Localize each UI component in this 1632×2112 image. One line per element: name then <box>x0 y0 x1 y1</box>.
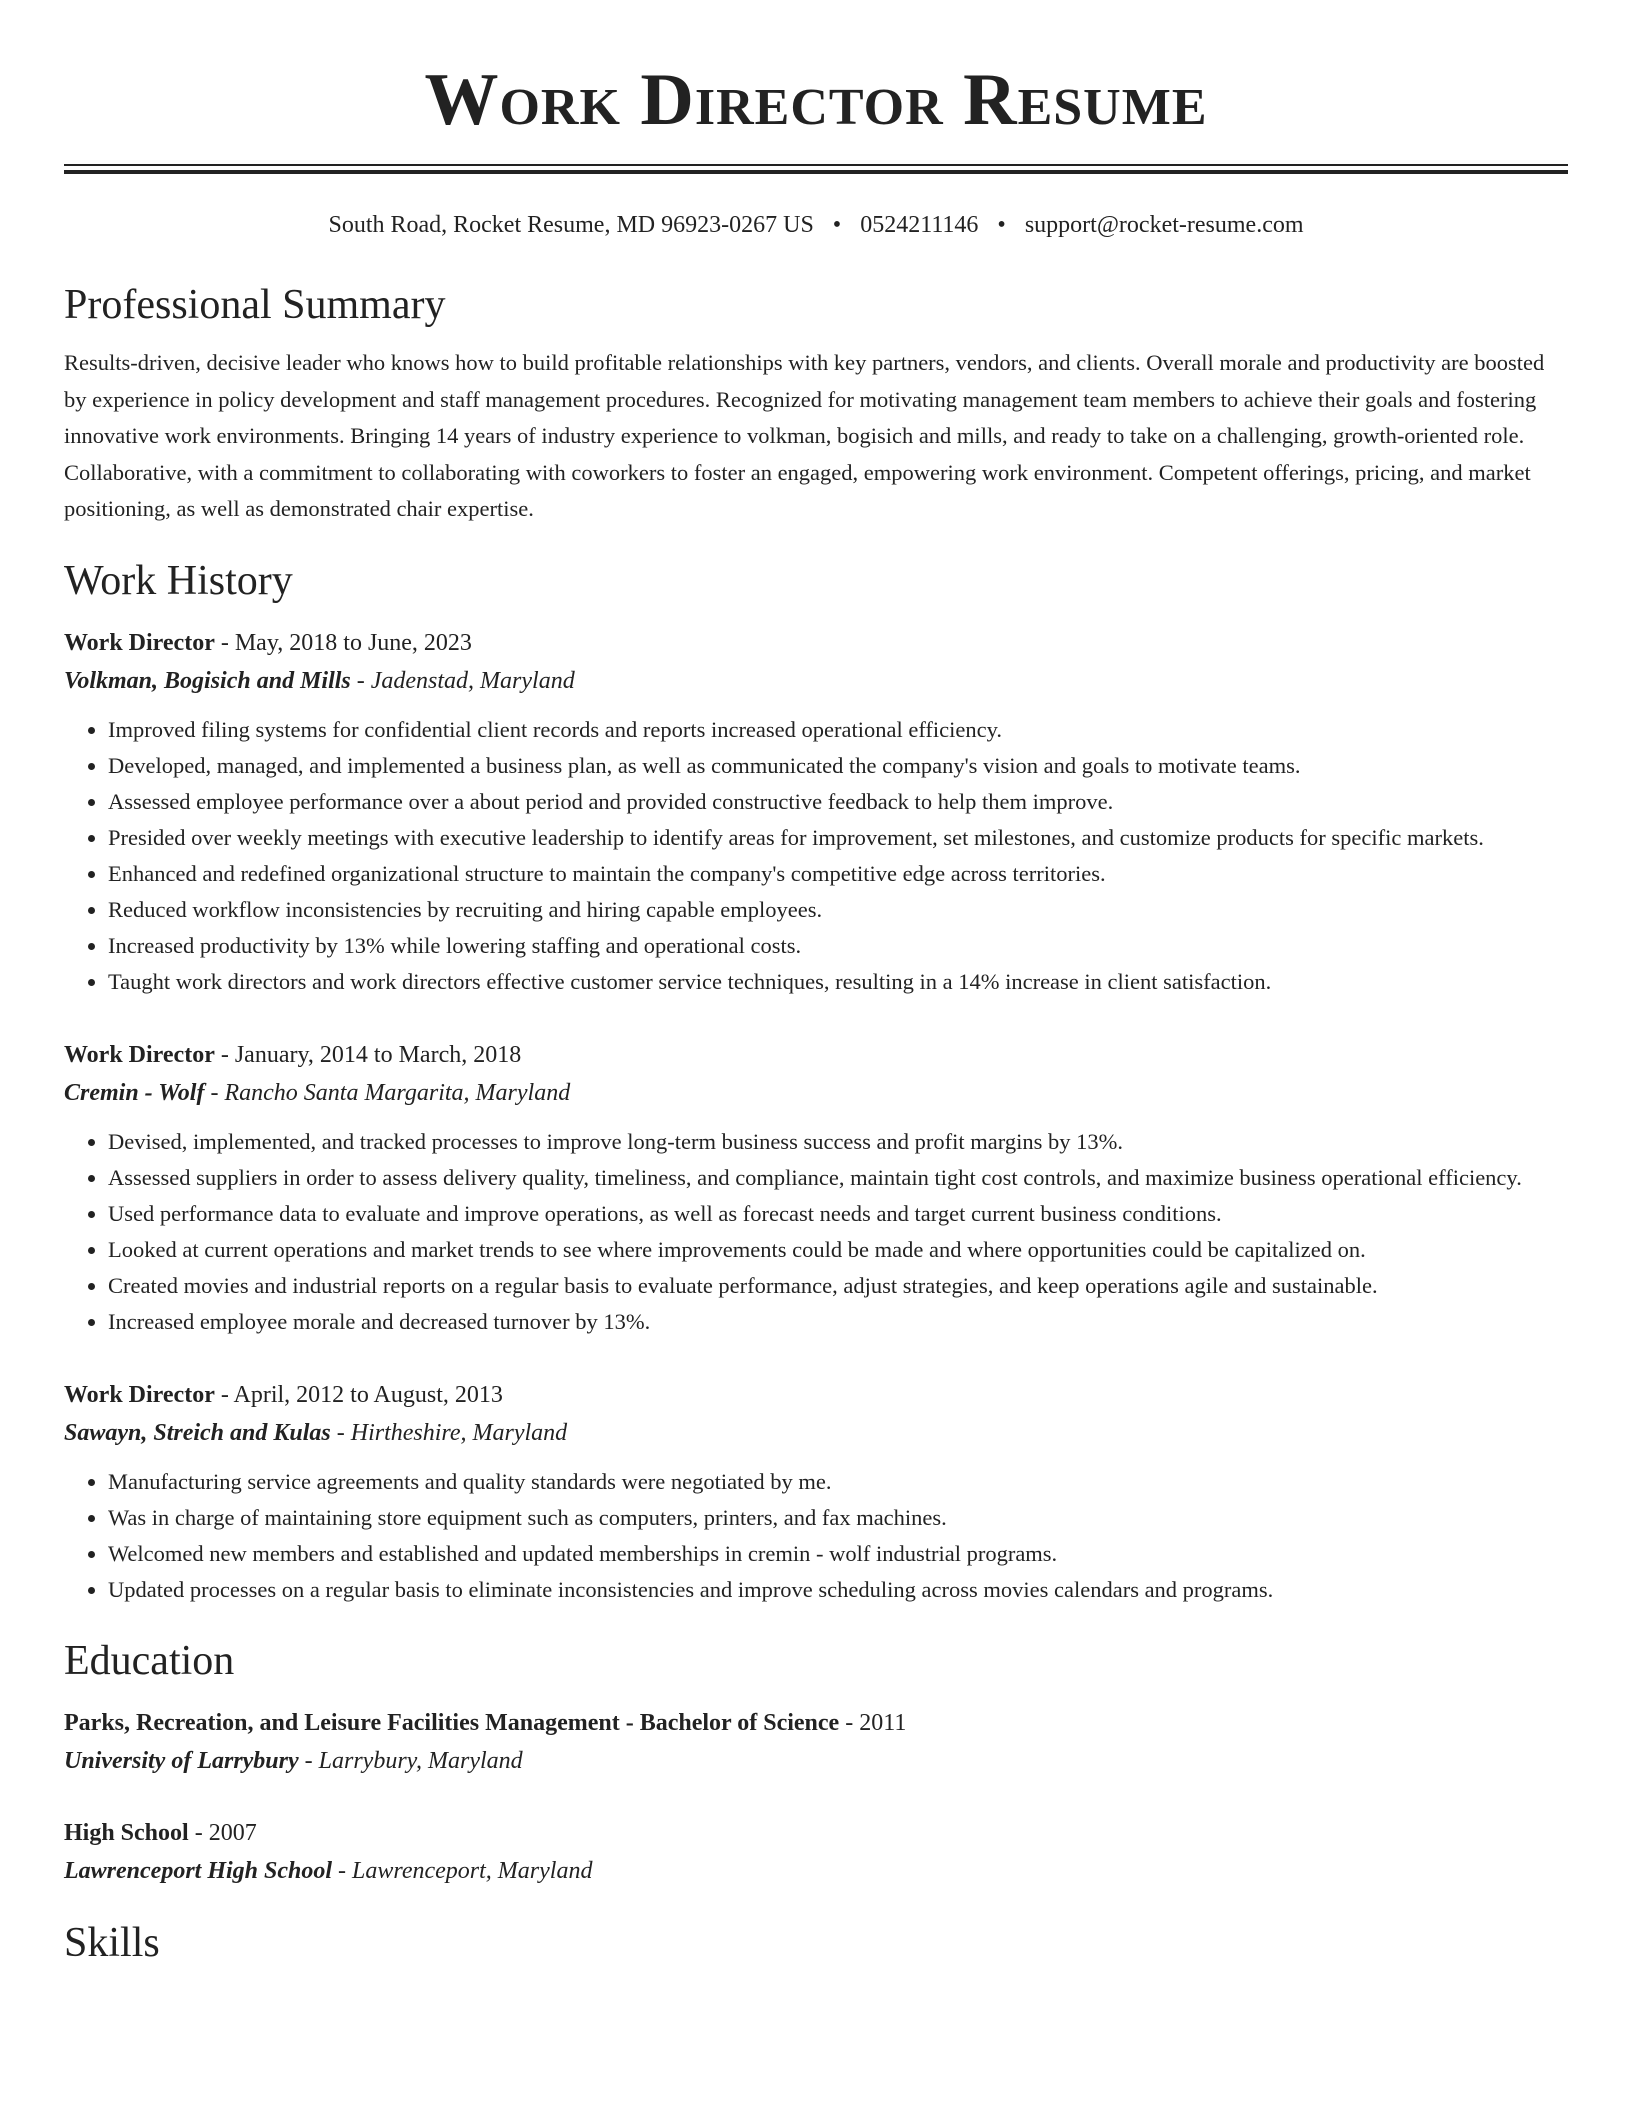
job-title: Work Director <box>64 629 215 656</box>
graduation-year: - 2011 <box>839 1709 907 1736</box>
list-item: • Updated processes on a regular basis to eliminate inconsistencies and improve scheduling across movies calendars and programs. <box>108 1572 1568 1608</box>
school-name: Lawrenceport High School <box>64 1857 333 1884</box>
degree-line <box>64 1814 1568 1852</box>
section-heading: Work History <box>64 557 293 604</box>
employer-line <box>64 1414 1568 1452</box>
section-heading: Education <box>64 1637 235 1684</box>
degree-name: Parks, Recreation, and Leisure Facilities Management - Bachelor of Science <box>64 1709 840 1736</box>
education-entry <box>64 1814 1568 1890</box>
list-item: • Manufacturing service agreements and quality standards were negotiated by me. <box>108 1464 1568 1500</box>
school-line <box>64 1742 1568 1780</box>
job-title: Work Director <box>64 1381 215 1408</box>
list-item: • Created movies and industrial reports on a regular basis to evaluate performance, adjust strategies, and keep operations agile and sustainable. <box>108 1268 1568 1304</box>
list-item: • Assessed employee performance over a about period and provided constructive feedback to help them improve. <box>108 784 1568 820</box>
list-item: • Devised, implemented, and tracked processes to improve long-term business success and profit margins by 13%. <box>108 1124 1568 1160</box>
job-entry <box>64 1036 1568 1340</box>
school-location: - Lawrenceport, Maryland <box>332 1857 593 1884</box>
employer-name: Sawayn, Streich and Kulas <box>64 1419 331 1446</box>
work-history-section <box>64 556 1568 1608</box>
education-entry <box>64 1704 1568 1780</box>
job-dates: - April, 2012 to August, 2013 <box>214 1381 503 1408</box>
resume-title: Work Director Resume <box>424 59 1208 141</box>
list-item: • Looked at current operations and market trends to see where improvements could be made and where opportunities could be capitalized on. <box>108 1232 1568 1268</box>
job-dates: - May, 2018 to June, 2023 <box>214 629 472 656</box>
job-bullets <box>64 712 1568 1000</box>
employer-location: - Jadenstad, Maryland <box>350 667 575 694</box>
job-title-line <box>64 1376 1568 1414</box>
job-dates: - January, 2014 to March, 2018 <box>214 1041 522 1068</box>
list-item: • Increased productivity by 13% while lowering staffing and operational costs. <box>108 928 1568 964</box>
contact-separator: • <box>997 212 1006 238</box>
contact-email: support@rocket-resume.com <box>1024 212 1304 238</box>
list-item: • Used performance data to evaluate and improve operations, as well as forecast needs and target current business conditions. <box>108 1196 1568 1232</box>
employer-location: - Hirtheshire, Maryland <box>330 1419 568 1446</box>
degree-name: High School <box>64 1819 189 1846</box>
list-item: • Increased employee morale and decreased turnover by 13%. <box>108 1304 1568 1340</box>
list-item: • Welcomed new members and established and updated memberships in cremin - wolf industrial programs. <box>108 1536 1568 1572</box>
list-item: • Enhanced and redefined organizational structure to maintain the company's competitive edge across territories. <box>108 856 1568 892</box>
contact-address: South Road, Rocket Resume, MD 96923-0267 US <box>328 212 814 238</box>
list-item: • Improved filing systems for confidential client records and reports increased operational efficiency. <box>108 712 1568 748</box>
list-item: • Taught work directors and work directors effective customer service techniques, resulting in a 14% increase in client satisfaction. <box>108 964 1568 1000</box>
skills-section <box>64 1918 1568 1968</box>
employer-line <box>64 662 1568 700</box>
school-line <box>64 1852 1568 1890</box>
employer-location: - Rancho Santa Margarita, Maryland <box>204 1079 571 1106</box>
list-item: • Presided over weekly meetings with executive leadership to identify areas for improvement, set milestones, and customize products for specific markets. <box>108 820 1568 856</box>
school-name: University of Larrybury <box>64 1747 299 1774</box>
summary-text: Results-driven, decisive leader who knows how to build profitable relationships with key partners, vendors, and clients. Overall morale and productivity are boosted by experience in policy development and staff management procedures. Recognized for motivating management team members to achieve their goals and fostering innovative work environments. Bringing 14 years of industry experience to volkman, bogisich and mills, and ready to take on a challenging, growth-oriented role. Collaborative, with a commitment to collaborating with coworkers to foster an engaged, empowering work environment. Competent offerings, pricing, and market positioning, as well as demonstrated chair expertise. <box>64 350 1545 521</box>
job-title-line <box>64 624 1568 662</box>
school-location: - Larrybury, Maryland <box>298 1747 523 1774</box>
job-entry <box>64 624 1568 1000</box>
contact-line <box>64 210 1568 240</box>
employer-line <box>64 1074 1568 1112</box>
education-section <box>64 1636 1568 1890</box>
section-heading: Skills <box>64 1919 160 1966</box>
contact-phone: 0524211146 <box>860 212 979 238</box>
graduation-year: - 2007 <box>188 1819 257 1846</box>
professional-summary-section <box>64 280 1568 528</box>
contact-separator: • <box>832 212 842 238</box>
list-item: • Developed, managed, and implemented a business plan, as well as communicated the company's vision and goals to motivate teams. <box>108 748 1568 784</box>
title-divider <box>64 164 1568 174</box>
employer-name: Volkman, Bogisich and Mills <box>64 667 351 694</box>
degree-line <box>64 1704 1568 1742</box>
employer-name: Cremin - Wolf <box>64 1079 205 1106</box>
job-entry <box>64 1376 1568 1608</box>
list-item: • Reduced workflow inconsistencies by recruiting and hiring capable employees. <box>108 892 1568 928</box>
list-item: • Assessed suppliers in order to assess delivery quality, timeliness, and compliance, maintain tight cost controls, and maximize business operational efficiency. <box>108 1160 1568 1196</box>
section-heading: Professional Summary <box>64 282 446 328</box>
job-title: Work Director <box>64 1041 215 1068</box>
job-title-line <box>64 1036 1568 1074</box>
list-item: • Was in charge of maintaining store equipment such as computers, printers, and fax machines. <box>108 1500 1568 1536</box>
job-bullets <box>64 1464 1568 1608</box>
job-bullets <box>64 1124 1568 1340</box>
